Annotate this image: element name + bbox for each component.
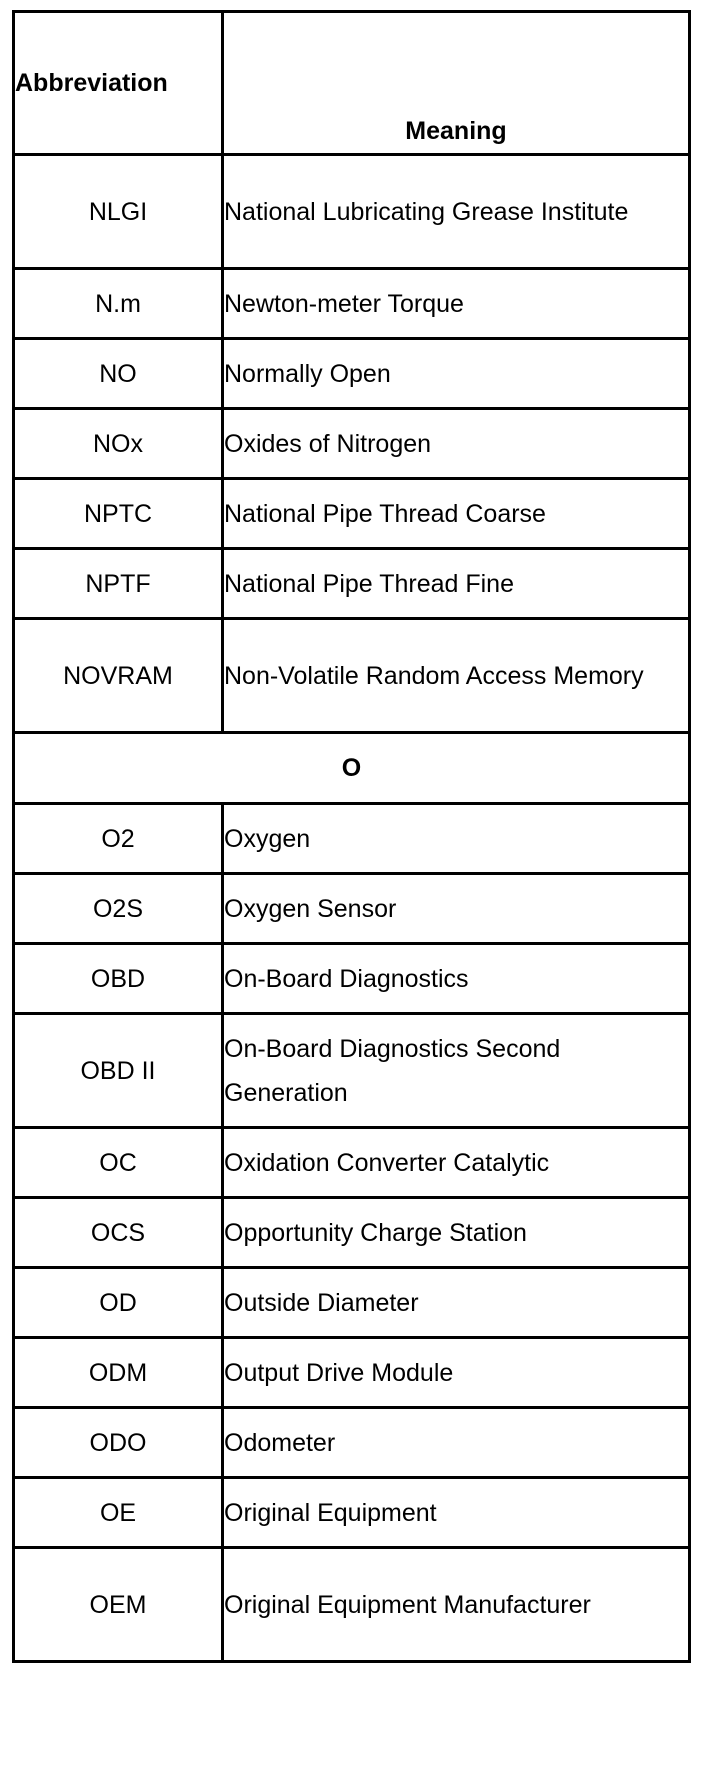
abbreviation-cell: ODO	[14, 1408, 223, 1478]
meaning-cell: National Lubricating Grease Institute	[223, 155, 690, 269]
table-row	[14, 1408, 690, 1478]
table-row	[14, 549, 690, 619]
meaning-cell: Non-Volatile Random Access Memory	[223, 619, 690, 733]
table-row	[14, 155, 690, 269]
table-row	[14, 269, 690, 339]
meaning-cell: Oxygen	[223, 804, 690, 874]
abbreviation-cell: NOx	[14, 409, 223, 479]
section-header-row	[14, 733, 690, 804]
meaning-cell: Oxygen Sensor	[223, 874, 690, 944]
abbreviation-cell: NPTC	[14, 479, 223, 549]
table-row	[14, 1198, 690, 1268]
abbreviation-cell: OC	[14, 1128, 223, 1198]
table-row	[14, 1548, 690, 1662]
abbreviation-cell: N.m	[14, 269, 223, 339]
table-row	[14, 619, 690, 733]
table-row	[14, 1338, 690, 1408]
meaning-cell: Normally Open	[223, 339, 690, 409]
abbreviation-table	[12, 10, 691, 1663]
abbreviation-cell: NO	[14, 339, 223, 409]
meaning-cell: National Pipe Thread Fine	[223, 549, 690, 619]
abbreviation-cell: ODM	[14, 1338, 223, 1408]
abbreviation-cell: O2S	[14, 874, 223, 944]
table-row	[14, 1128, 690, 1198]
table-row	[14, 1014, 690, 1128]
abbreviation-cell: OEM	[14, 1548, 223, 1662]
meaning-cell: On-Board Diagnostics	[223, 944, 690, 1014]
abbreviation-cell: OE	[14, 1478, 223, 1548]
meaning-cell: Outside Diameter	[223, 1268, 690, 1338]
meaning-cell: Output Drive Module	[223, 1338, 690, 1408]
table-row	[14, 1268, 690, 1338]
meaning-cell: On-Board Diagnostics Second Generation	[223, 1014, 690, 1128]
abbreviation-cell: NPTF	[14, 549, 223, 619]
meaning-cell: Oxidation Converter Catalytic	[223, 1128, 690, 1198]
abbreviation-cell: O2	[14, 804, 223, 874]
abbreviation-cell: NOVRAM	[14, 619, 223, 733]
meaning-cell: Original Equipment	[223, 1478, 690, 1548]
abbreviation-cell: OBD II	[14, 1014, 223, 1128]
header-row	[14, 12, 690, 155]
meaning-cell: National Pipe Thread Coarse	[223, 479, 690, 549]
abbreviation-cell: NLGI	[14, 155, 223, 269]
table-row	[14, 874, 690, 944]
abbreviation-header: Abbreviation	[14, 12, 223, 155]
abbreviation-cell: OCS	[14, 1198, 223, 1268]
table-row	[14, 1478, 690, 1548]
abbreviation-cell: OD	[14, 1268, 223, 1338]
abbreviation-cell: OBD	[14, 944, 223, 1014]
table-row	[14, 804, 690, 874]
table-row	[14, 409, 690, 479]
table-row	[14, 944, 690, 1014]
meaning-cell: Opportunity Charge Station	[223, 1198, 690, 1268]
meaning-cell: Newton-meter Torque	[223, 269, 690, 339]
table-row	[14, 339, 690, 409]
meaning-cell: Oxides of Nitrogen	[223, 409, 690, 479]
meaning-cell: Original Equipment Manufacturer	[223, 1548, 690, 1662]
meaning-header: Meaning	[223, 12, 690, 155]
table-row	[14, 479, 690, 549]
section-letter: O	[14, 733, 690, 804]
meaning-cell: Odometer	[223, 1408, 690, 1478]
